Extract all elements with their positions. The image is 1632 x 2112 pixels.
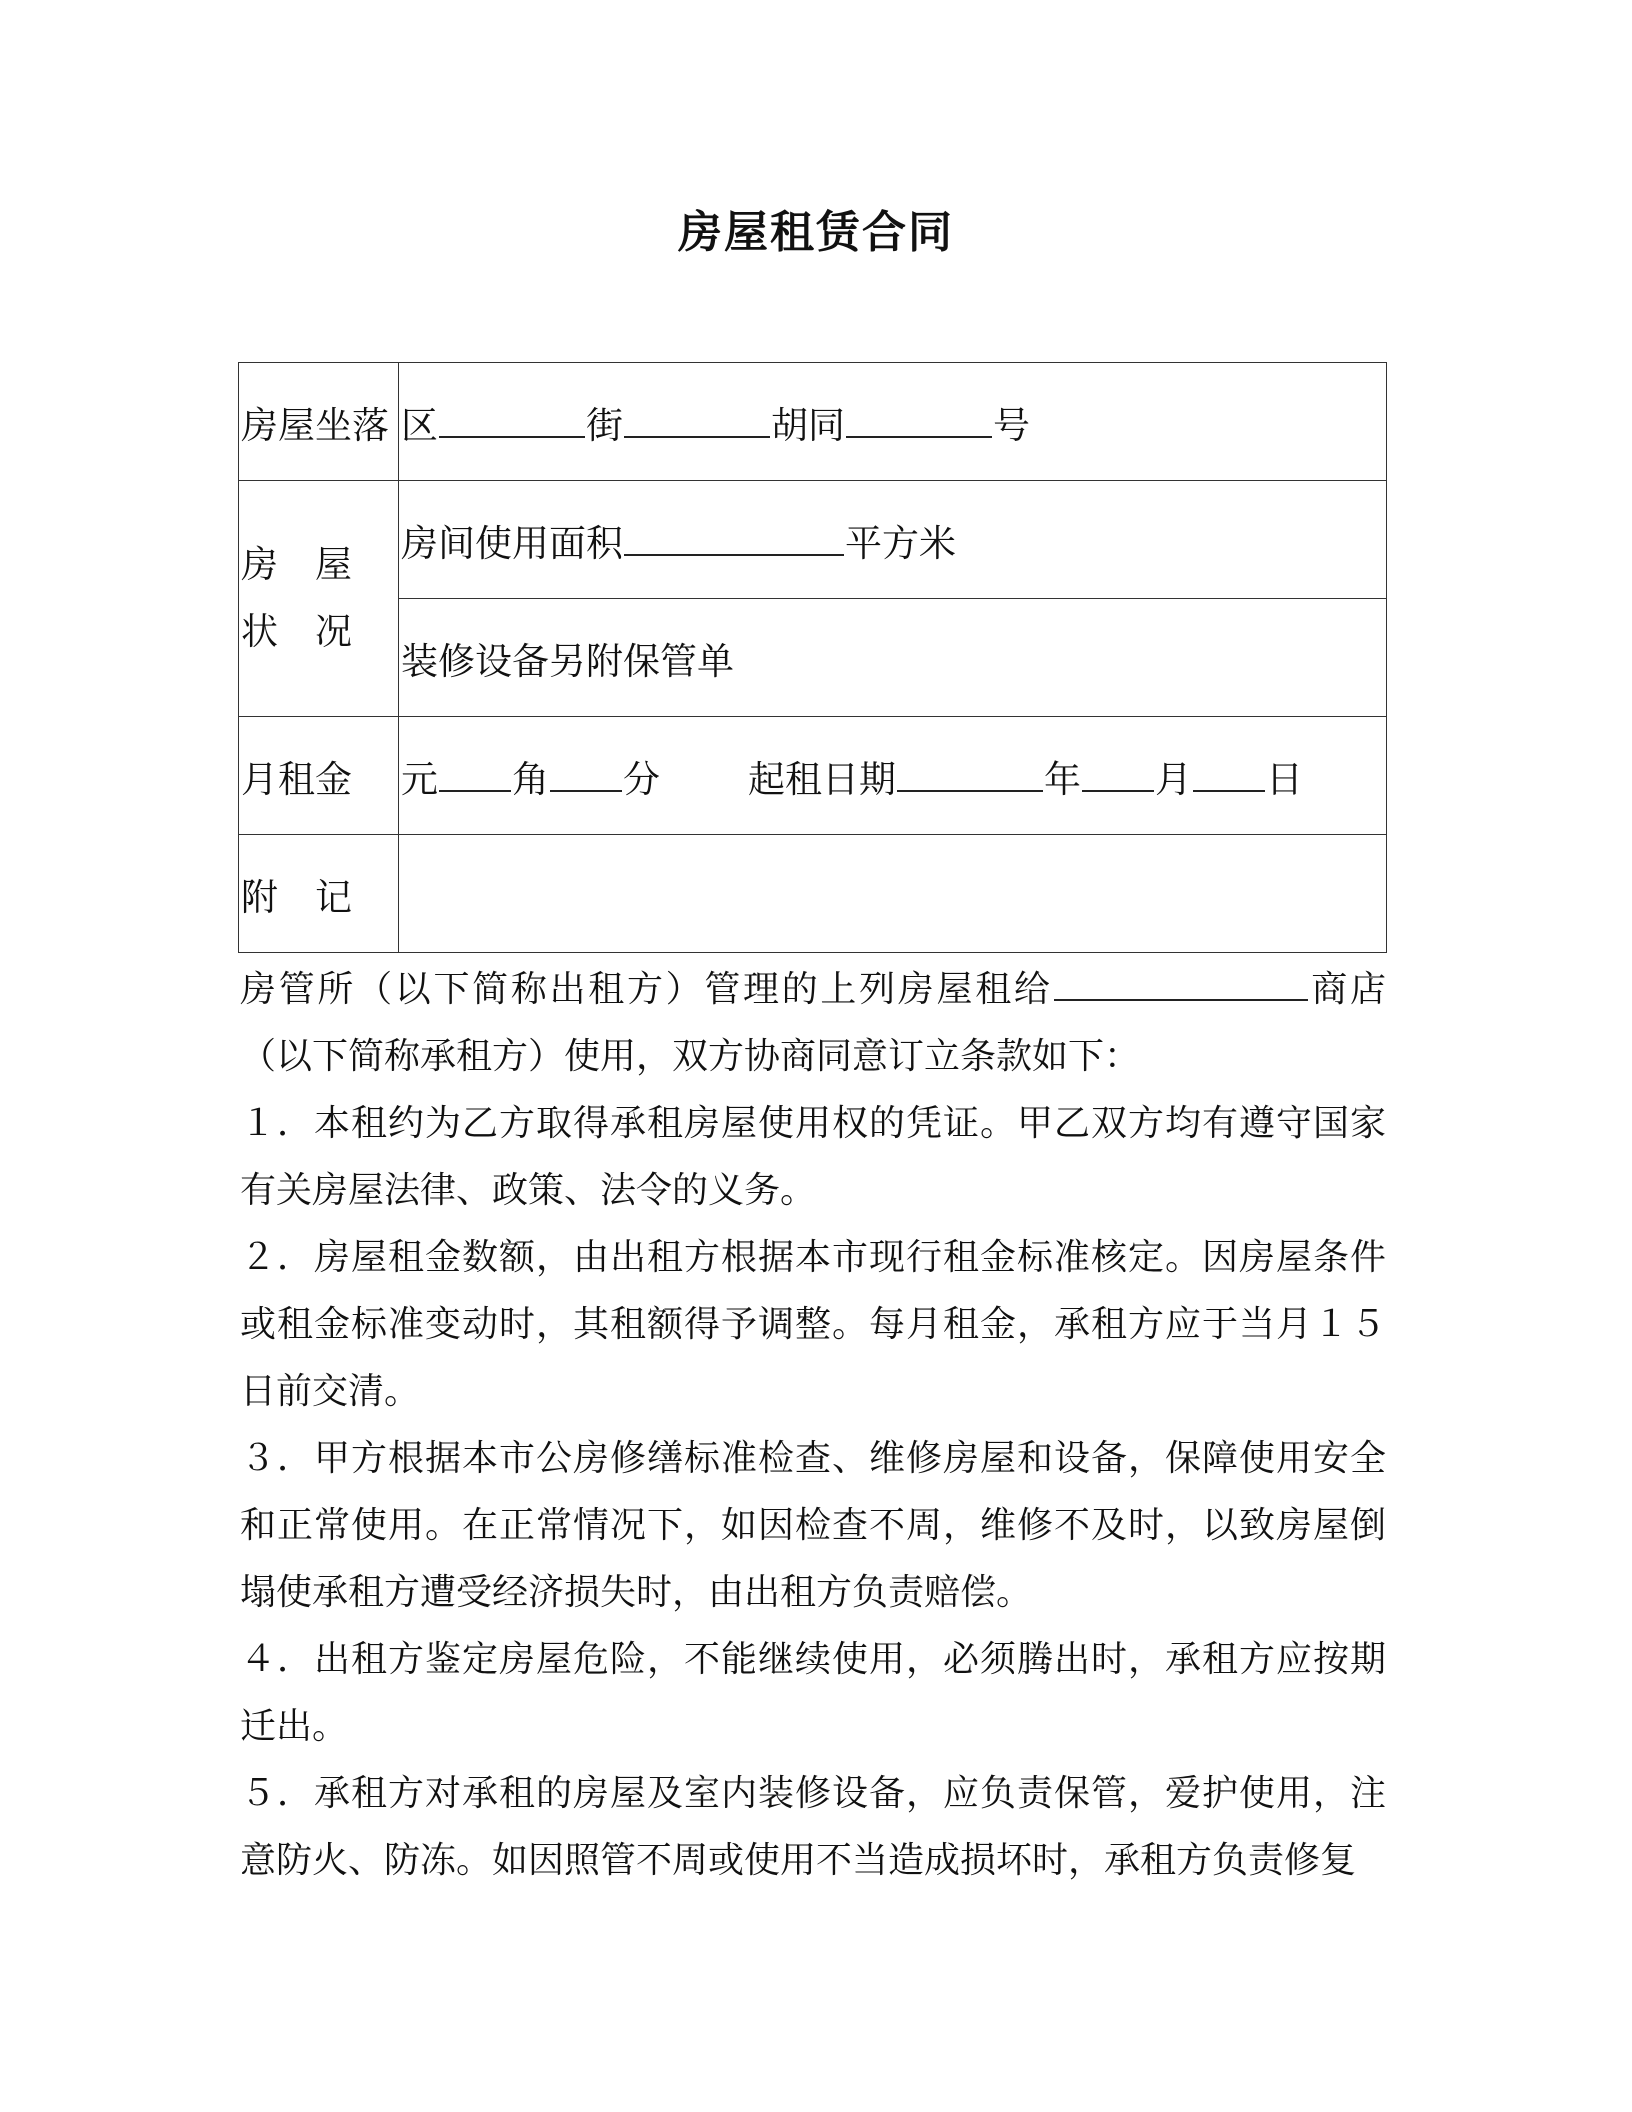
remarks-row: [239, 835, 1387, 953]
intro-part1: 房管所（以下简称出租方）管理的上列房屋租给: [240, 969, 1053, 1010]
street-label: 街: [586, 403, 623, 447]
district-blank[interactable]: [439, 410, 585, 438]
clause-4: ４．出租方鉴定房屋危险，不能继续使用，必须腾出时，承租方应按期迁出。: [240, 1639, 1386, 1747]
number-label: 号: [993, 403, 1030, 447]
area-blank[interactable]: [624, 528, 844, 556]
intro-paragraph: [240, 956, 1386, 1090]
year-label: 年: [1044, 757, 1081, 801]
condition-area-row: [239, 481, 1387, 599]
decoration-value: 装修设备另附保管单: [399, 599, 1387, 717]
year-blank[interactable]: [897, 764, 1043, 792]
day-blank[interactable]: [1193, 764, 1265, 792]
district-label: 区: [401, 403, 438, 447]
hutong-blank[interactable]: [846, 410, 992, 438]
month-label: 月: [1155, 757, 1192, 801]
tenant-name-blank[interactable]: [1054, 971, 1308, 1001]
rent-label: 月租金: [239, 717, 399, 835]
clause-2: ２．房屋租金数额，由出租方根据本市现行租金标准核定。因房屋条件或租金标准变动时，其租额得予调整。每月租金，承租方应于当月１５日前交清。: [240, 1237, 1386, 1412]
street-blank[interactable]: [624, 410, 770, 438]
property-info-table: [238, 362, 1387, 953]
month-blank[interactable]: [1082, 764, 1154, 792]
hutong-label: 胡同: [771, 403, 845, 447]
area-prefix: 房间使用面积: [401, 521, 623, 565]
condition-label-line2: 状 况: [241, 609, 352, 653]
clause-3: ３．甲方根据本市公房修缮标准检查、维修房屋和设备，保障使用安全和正常使用。在正常情况下，如因检查不周，维修不及时，以致房屋倒塌使承租方遭受经济损失时，由出租方负责赔偿。: [240, 1438, 1386, 1613]
location-row: [239, 363, 1387, 481]
contract-body: [240, 956, 1386, 1894]
rent-value: [399, 717, 1387, 835]
rent-row: [239, 717, 1387, 835]
start-date-label: 起租日期: [748, 757, 896, 801]
area-value: [399, 481, 1387, 599]
condition-label: [239, 481, 399, 717]
jiao-label: 角: [512, 757, 549, 801]
day-label: 日: [1266, 757, 1303, 801]
area-unit: 平方米: [845, 521, 956, 565]
yuan-blank[interactable]: [439, 764, 511, 792]
clause-1: １．本租约为乙方取得承租房屋使用权的凭证。甲乙双方均有遵守国家有关房屋法律、政策、法令的义务。: [240, 1103, 1386, 1211]
condition-label-line1: 房 屋: [241, 542, 352, 586]
condition-decoration-row: [239, 599, 1387, 717]
jiao-blank[interactable]: [550, 764, 622, 792]
location-value: [399, 363, 1387, 481]
remarks-value[interactable]: [399, 835, 1387, 953]
remarks-label: 附 记: [239, 835, 399, 953]
intro-part2: 商店（以下简称承租方）使用，双方协商同意订立条款如下：: [240, 969, 1386, 1077]
document-title: 房屋租赁合同: [678, 207, 954, 258]
clause-5: ５．承租方对承租的房屋及室内装修设备，应负责保管，爱护使用，注意防火、防冻。如因照管不周或使用不当造成损坏时，承租方负责修复: [240, 1773, 1386, 1881]
location-label: 房屋坐落: [239, 363, 399, 481]
yuan-label: 元: [401, 757, 438, 801]
fen-label: 分: [623, 757, 660, 801]
